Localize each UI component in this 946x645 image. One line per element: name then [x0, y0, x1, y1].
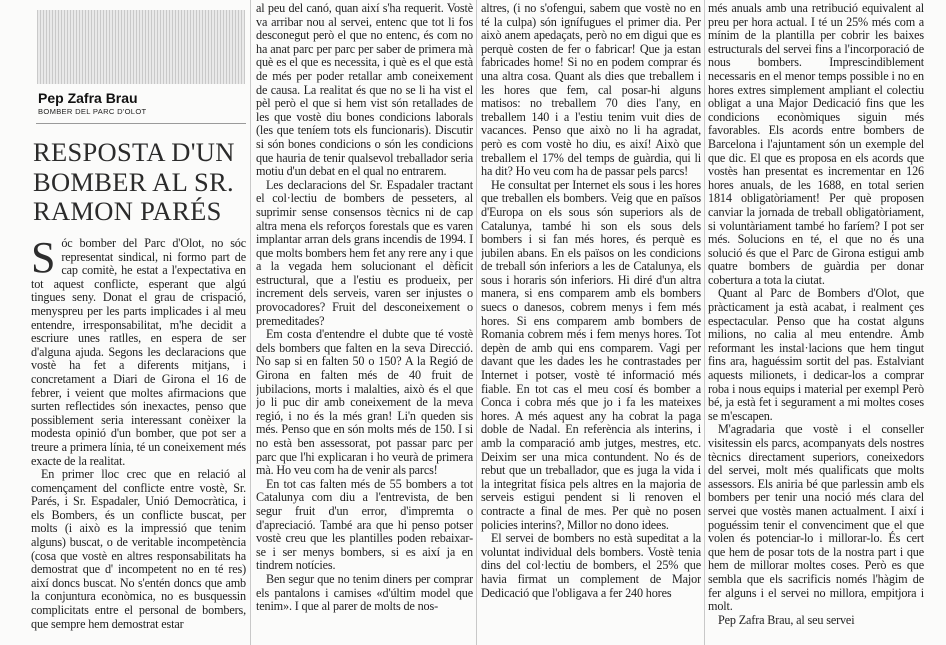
column-rule [704, 0, 705, 645]
column-rule [476, 0, 477, 645]
column-3 [481, 2, 701, 645]
paragraph: Les declaracions del Sr. Espadaler tractant el col·lectiu de bombers de pesseters, al suprimir sense consensos tècnics ni de cap altra mena els reforços forestals que es varen implantar arran dels grans incendis de 1994. I que molts bombers hem fet any rere any i que a la vegada hem solucionant el dèficit estructural, que a l'estiu es produeix, per increment dels serveis, varen ser injustes o provocadores? Fruit del desconeixement o premeditades? [256, 177, 473, 328]
author-name: Pep Zafra Brau [38, 90, 138, 106]
paragraph: M'agradaria que vostè i el conseller visitessin els parcs, acompanyats dels nostres tècnics directament superiors, coneixedors del servei, molt més qualificats que molts assessors. Els aniria bé que parlessin amb els bombers per tenir una noció més clara del servei que vostès manen actualment. I així i poguéssim tenir el convenciment que el que volen és potenciar-lo i millorar-lo. És cert que hem de posar tots de la nostra part i que hem de millorar moltes coses. Però es que sembla que els sacrificis només l'hàgim de fer alguns i el servei no millora, empitjora i molt. [708, 422, 924, 614]
author-photo-bar [37, 10, 245, 84]
paragraph: Em costa d'entendre el dubte que té vostè dels bombers que falten en la seva Direcció. No sap si en falten 50 o 150? A la Regió de Girona en falten més de 40 fruit de jubilacions, morts i malalties, això és el que jo li puc dir amb coneixement de la meva regió, i no és la més gran! Li'n queden sis més. Penso que en són molts més de 150. I si no està ben assessorat, pot passar parc per parc que l'hi explicaran i ho veurà de primera mà. Ho veu com ha de venir als parcs! [256, 327, 473, 478]
paragraph: al peu del canó, quan així s'ha requerit. Vostè va arribar nou al servei, entenc que tot li fos desconegut però el que no entenc, és com no ha anat parc per parc per saber de primera mà què es el que es necessita, i què es el que està de més per poder retallar amb coneixement de causa. La realitat és que no se li ha vist el pèl però el que si hem vist són retallades de les que vostè diu bones condicions laborals (les que teníem tots els funcionaris). Discutir si són bones condicions o són les condicions que hauria de tenir qualsevol treballador seria motiu d'un debat en el qual no entrarem. [256, 2, 473, 179]
paragraph: Ben segur que no tenim diners per comprar els pantalons i camises «d'últim model que tenim». I que al parer de molts de nos- [256, 571, 473, 614]
paragraph: El servei de bombers no està supeditat a la voluntat individual dels bombers. Vostè tenia dins del col·lectiu de bombers, el 25% que havia firmat un complement de Major Dedicació que l'obligava a fer 240 hores [481, 531, 701, 600]
column-4 [708, 2, 924, 645]
paragraph: Quant al Parc de Bombers d'Olot, que pràcticament ja està acabat, i realment çes espectacular. Penso que ha costat alguns milions, no calia al meu entendre. Amb reformant les instal·lacions que hem tingut fins ara, haguéssim sortit del pas. Estalviant aquests milionets, i dedicar-los a comprar roba i nous equips i material per exempl Però bé, ja està fet i segurament a mi moltes coses se m'escapen. [708, 286, 924, 423]
paragraph: En tot cas falten més de 55 bombers a tot Catalunya com diu a l'entrevista, de ben segur fruit d'un error, d'impremta o d'apreciació. També ara que hi penso potser vostè creu que les plantilles poden rebaixar-se i ser menys bombers, si es així ja en tindrem notícies. [256, 476, 473, 573]
paragraph: En primer lloc crec que en relació al començament del conflicte entre vostè, Sr. Parés, i Sr. Espadaler, Unió Democràtica, i els Bombers, és un conflicte buscat, per molts (i això es la impressió que tenim alguns) buscat, o de veritable incompetència (cosa que vostè en altres responsabilitats ha demostrat que d' incompetent no en té res) així doncs buscat. No s'entén doncs que amb la conjuntura econòmica, no es busquessin complicitats entre el personal de bombers, que sempre hem demostrat estar [31, 467, 246, 631]
paragraph: He consultat per Internet els sous i les hores que treballen els bombers. Veig que en països d'Europa on els sous són superiors als de Catalunya, també hi son els sous dels bombers i si fan més hores, és perquè es jubilen abans. En els països on les condicions de treball són inferiors a les de Catalunya, els sous i horaris són inferiors. Hi diré d'un altra manera, si ens comparem amb els bombers suecs o danesos, cobrem menys i fem més hores. Si ens comparem amb bombers de Romania cobrem més i fem menys hores. Tot depèn de amb qui ens comparem. Vagi per davant que les dades les he contrastades per Internet i potser, vostè té informació més fiable. En tot cas el meu cosí és bomber a Conca i cobra més que jo i fa les mateixes hores. A més aquest any ha cobrat la paga doble de Nadal. En referència als interins, i amb la comparació amb jutges, mestres, etc. Deixim ser una mica contundent. No és de rebut que un treballador, que es juga la vida i la integritat física pels altres en la majoria de serveis estigui pendent si li renoven el contracte a final de mes. Per què no posen policies interins?, Millor no dono idees. [481, 177, 701, 532]
column-2 [256, 2, 473, 645]
column-rule [250, 0, 251, 645]
paragraph [31, 233, 246, 468]
paragraph: altres, (i no s'ofengui, sabem que vostè no en té la culpa) són ignífugues el primer dia. Per això anem apedaçats, però no em digui que es perquè costen de fer o fabricar! Que ja estan fabricades home! Si no en podem comprar és una altra cosa. Quant als dies que treballem i les hores que fem, cal posar-hi alguns matisos: no treballem 70 dies l'any, en treballem 140 i a l'estiu tenim vuit dies de vacances. Penso que això no li ha agradat, però es com vostè ho diu, es així! Això que treballem el 17% del temps de guàrdia, qui li ha dit? Ho veu com ha de passar pels parcs! [481, 2, 701, 179]
author-role: BOMBER DEL PARC D'OLOT [38, 107, 147, 116]
signature: Pep Zafra Brau, al seu servei [718, 612, 855, 627]
drop-cap: S [31, 233, 56, 282]
paragraph-text: óc bomber del Parc d'Olot, no sóc representat sindical, ni formo part de cap comitè, he estat a l'expectativa en tot aquest conflicte, esperant que algú tingues seny. Donat el grau de crispació, menyspreu per les parts implicades i al meu entendre, irresponsabilitat, m'he decidit a escriure unes ratlles, en espera de ser d'alguna ajuda. Segons les declaracions que vostè ha fet a diferents mitjans, i concretament a Diari de Girona el 16 de febrer, i veient que moltes afirmacions que surten reflectides són inexactes, penso que possiblement seria interessant conèixer la modesta opinió d'un bomber, que pot ser a treure a primera línia, té un coneixement més exacte de la realitat. [31, 236, 246, 468]
headline: RESPOSTA D'UN BOMBER AL SR. RAMON PARÉS [33, 137, 235, 226]
column-1 [31, 233, 246, 631]
divider [36, 123, 246, 124]
paragraph: més anuals amb una retribució equivalent al preu per hora actual. I té un 25% més com a mínim de la plantilla per cobrir les baixes estructurals del servei fins a l'incorporació de nous bombers. Imprescindiblement necessaris en el menor temps possible i no en hores extres simplement ampliant el colectiu obligat a una Major Dedicació fins que les condicions econòmiques siguin més favorables. Els acords entre bombers de Barcelona i l'ajuntament són un exemple del que dic. El que es proposa en els acords que vostès han presentat es incrementar en 126 hores anuals, de les 1688, en total serien 1814 obligatòriament! Per què proposen canviar la jornada de treball obligatòriament, si voluntàriament també ho faríem? I pot ser més. Solucions en té, el que no és una solució és que el Parc de Girona estigui amb quatre bombers de guàrdia per donar cobertura a tota la ciutat. [708, 2, 924, 287]
